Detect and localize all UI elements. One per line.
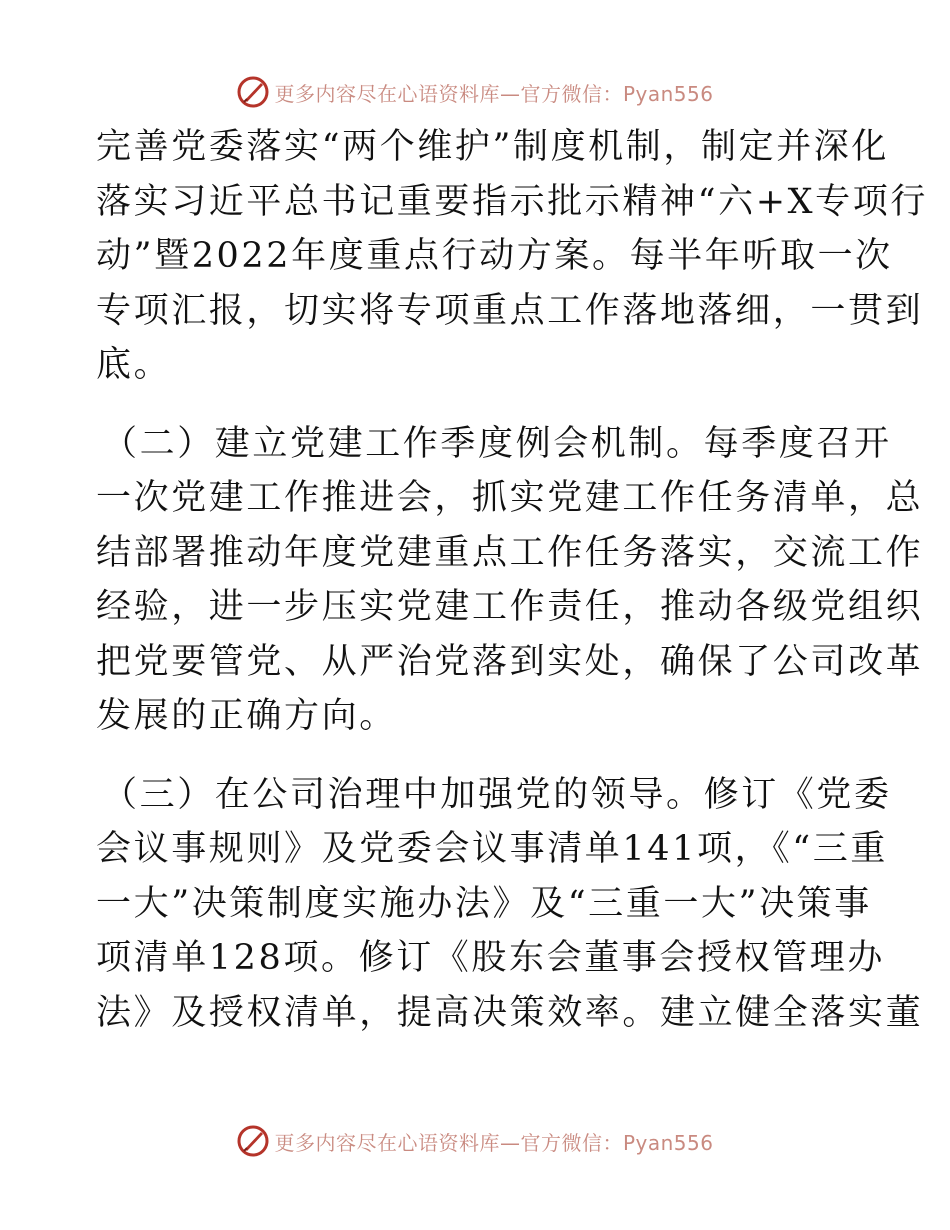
text-line: 动”暨2022年度重点行动方案。每半年听取一次 bbox=[96, 236, 893, 276]
paragraph-2 bbox=[96, 417, 924, 744]
text-line: （三）在公司治理中加强党的领导。修订《党委 bbox=[102, 774, 892, 815]
text-line: 把党要管党、从严治党落到实处，确保了公司改革 bbox=[96, 641, 924, 682]
paragraph-3 bbox=[96, 768, 924, 1041]
text-line: 一大”决策制度实施办法》及“三重一大”决策事 bbox=[96, 883, 872, 924]
watermark-text: 更多内容尽在心语资料库—官方微信：Pyan556 bbox=[274, 81, 714, 106]
text-line: 底。 bbox=[96, 345, 172, 385]
watermark-banner-top bbox=[0, 72, 950, 112]
watermark-text: 更多内容尽在心语资料库—官方微信：Pyan556 bbox=[274, 1130, 714, 1155]
text-line: 会议事规则》及党委会议事清单141项，《“三重 bbox=[96, 829, 888, 869]
watermark-banner-bottom bbox=[0, 1121, 950, 1161]
text-line: 项清单128项。修订《股东会董事会授权管理办 bbox=[96, 938, 886, 978]
text-line: 结部署推动年度党建重点工作任务落实，交流工作 bbox=[96, 532, 924, 573]
text-line: 法》及授权清单，提高决策效率。建立健全落实董 bbox=[96, 992, 924, 1033]
text-line: （二）建立党建工作季度例会机制。每季度召开 bbox=[102, 423, 892, 464]
text-line: 发展的正确方向。 bbox=[96, 696, 397, 736]
text-line: 专项汇报，切实将专项重点工作落地落细，一贯到 bbox=[96, 290, 924, 331]
text-line: 落实习近平总书记重要指示批示精神“六+X专项行 bbox=[96, 181, 928, 222]
document-body bbox=[96, 120, 928, 1040]
text-line: 经验，进一步压实党建工作责任，推动各级党组织 bbox=[96, 587, 924, 627]
text-line: 一次党建工作推进会，抓实党建工作任务清单，总 bbox=[96, 478, 924, 518]
quill-pen-logo-icon bbox=[236, 75, 270, 109]
quill-pen-logo-icon bbox=[236, 1124, 270, 1158]
paragraph-1 bbox=[96, 120, 928, 393]
text-line: 完善党委落实“两个维护”制度机制，制定并深化 bbox=[96, 127, 889, 167]
